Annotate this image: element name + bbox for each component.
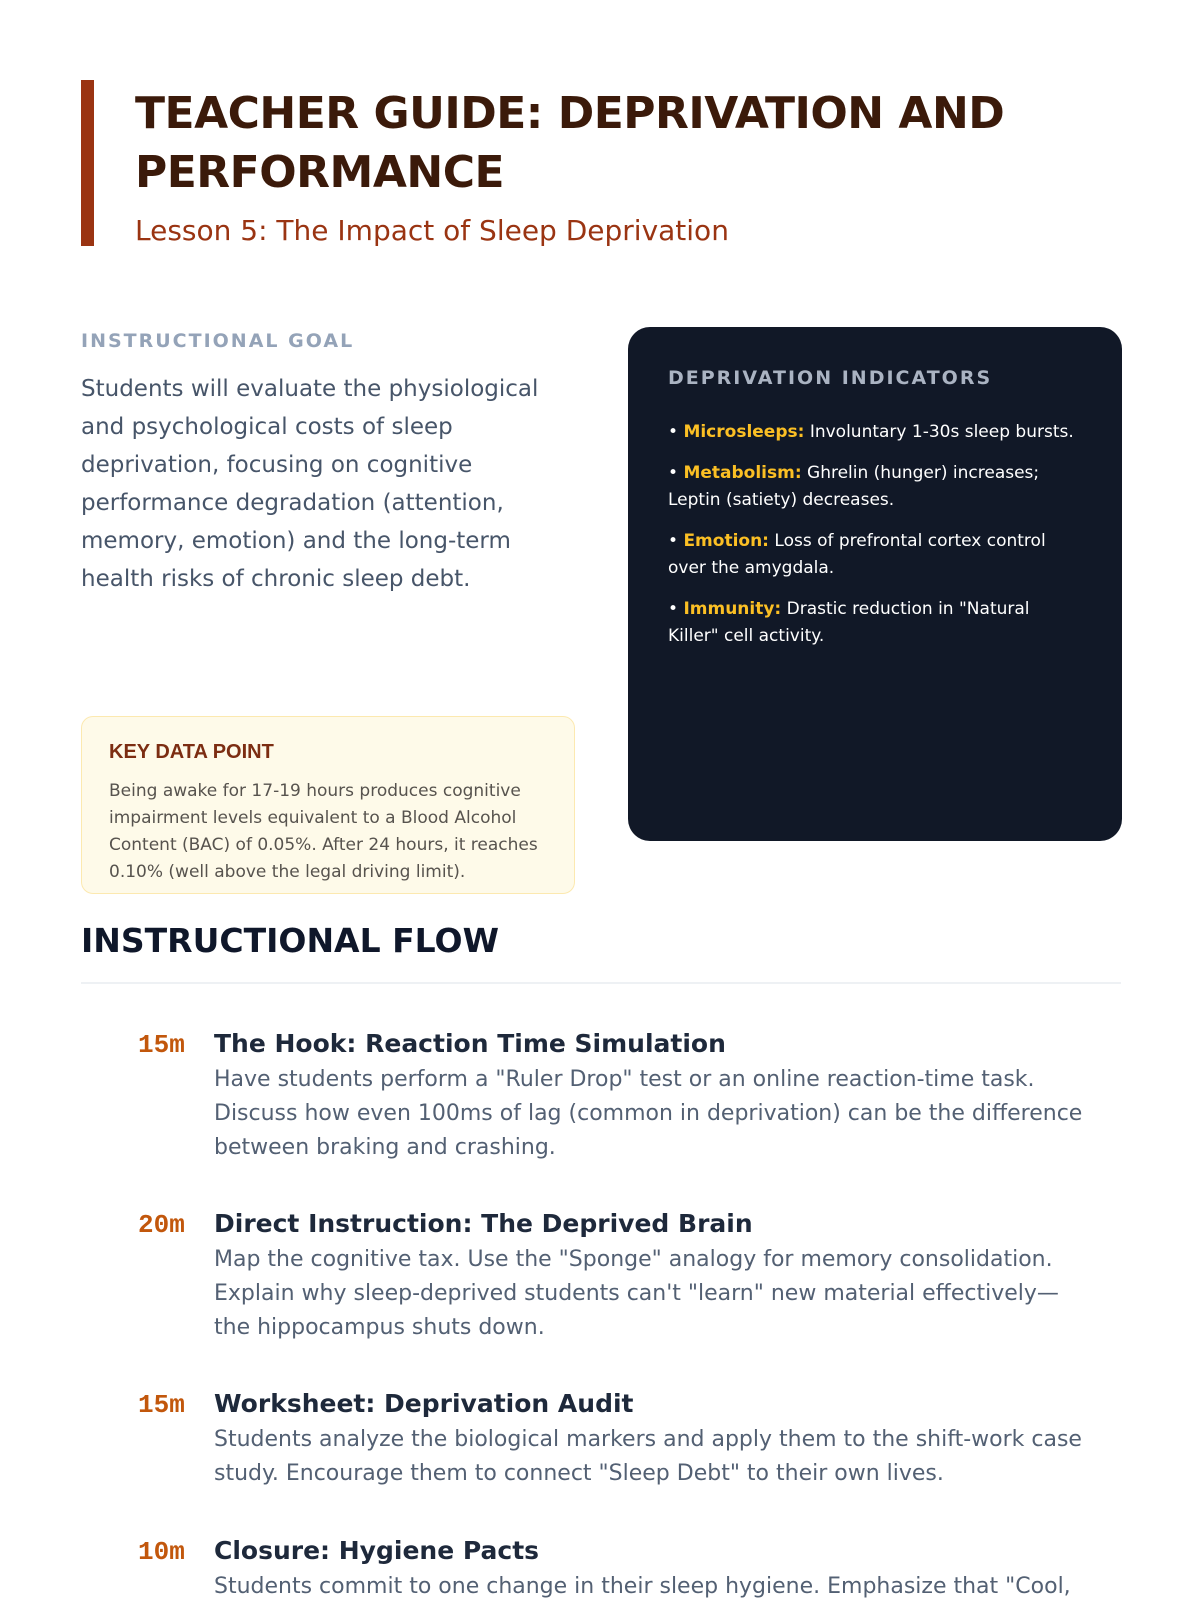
step-description: Students analyze the biological markers and apply them to the shift-work case study. Encourage them to connect "Sleep Debt" to their own lives. [214,1427,1082,1486]
indicator-text: Drastic reduction in "Natural Killer" cell activity. [668,599,1030,646]
goal-column [81,327,575,598]
step-body [214,1388,1094,1491]
indicator-text: Involuntary 1-30s sleep bursts. [809,422,1074,442]
page-subtitle: Lesson 5: The Impact of Sleep Deprivation [135,214,729,247]
step-title: The Hook: Reaction Time Simulation [214,1029,726,1058]
goal-heading: INSTRUCTIONAL GOAL [81,330,355,352]
indicators-list [668,419,1084,650]
deprivation-indicators-card [628,327,1122,841]
step-duration: 15m [138,1390,185,1420]
page-header [81,80,1121,246]
indicator-term: Metabolism: [683,463,802,483]
indicator-text: Loss of prefrontal cortex control over the amygdala. [668,531,1046,578]
step-body [214,1208,1094,1345]
indicator-microsleeps [668,419,1084,446]
step-description: Have students perform a "Ruler Drop" test or an online reaction-time task. Discuss how even 100ms of lag (common in deprivation) can be the difference between braking and crashing. [214,1067,1083,1160]
step-description: Students commit to one change in their sleep hygiene. Emphasize that "Cool, [214,1574,1071,1599]
key-data-callout [81,716,575,894]
indicator-term: Microsleeps: [683,422,805,442]
goal-text: Students will evaluate the physiological and psychological costs of sleep deprivation, focusing on cognitive performance degradation (attention, memory, emotion) and the long-term health risks of chronic sleep debt. [81,376,539,592]
key-data-text: Being awake for 17-19 hours produces cognitive impairment levels equivalent to a Blood Alcohol Content (BAC) of 0.05%. After 24 hours, it reaches 0.10% (well above the legal driving limit). [109,781,538,882]
step-duration: 10m [138,1537,185,1567]
step-title: Direct Instruction: The Deprived Brain [214,1209,753,1238]
teacher-guide-page [81,80,1121,1599]
indicators-heading: DEPRIVATION INDICATORS [668,367,993,389]
flow-heading: INSTRUCTIONAL FLOW [81,921,499,960]
bullet-icon: • [668,599,679,619]
flow-divider [81,982,1121,984]
indicator-term: Immunity: [683,599,782,619]
bullet-icon: • [668,422,679,442]
step-body [214,1535,1094,1604]
bullet-icon: • [668,531,679,551]
indicator-text: Ghrelin (hunger) increases; Leptin (satiety) decreases. [668,463,1040,510]
step-duration: 20m [138,1210,185,1240]
indicator-term: Emotion: [683,531,769,551]
overview-section [81,327,1121,882]
bullet-icon: • [668,463,679,483]
page-title: TEACHER GUIDE: DEPRIVATION AND PERFORMANCE [135,88,1005,198]
indicator-emotion [668,528,1084,582]
instructional-flow-section [81,921,1121,1599]
step-title: Worksheet: Deprivation Audit [214,1389,634,1418]
step-duration: 15m [138,1030,185,1060]
indicator-metabolism [668,460,1084,514]
indicator-immunity [668,596,1084,650]
step-body [214,1028,1094,1165]
header-accent-bar [81,80,94,246]
step-description: Map the cognitive tax. Use the "Sponge" analogy for memory consolidation. Explain why sleep-deprived students can't "learn" new material effectively—the hippocampus shuts down. [214,1247,1059,1340]
step-title: Closure: Hygiene Pacts [214,1536,540,1565]
key-data-heading: KEY DATA POINT [109,741,274,763]
